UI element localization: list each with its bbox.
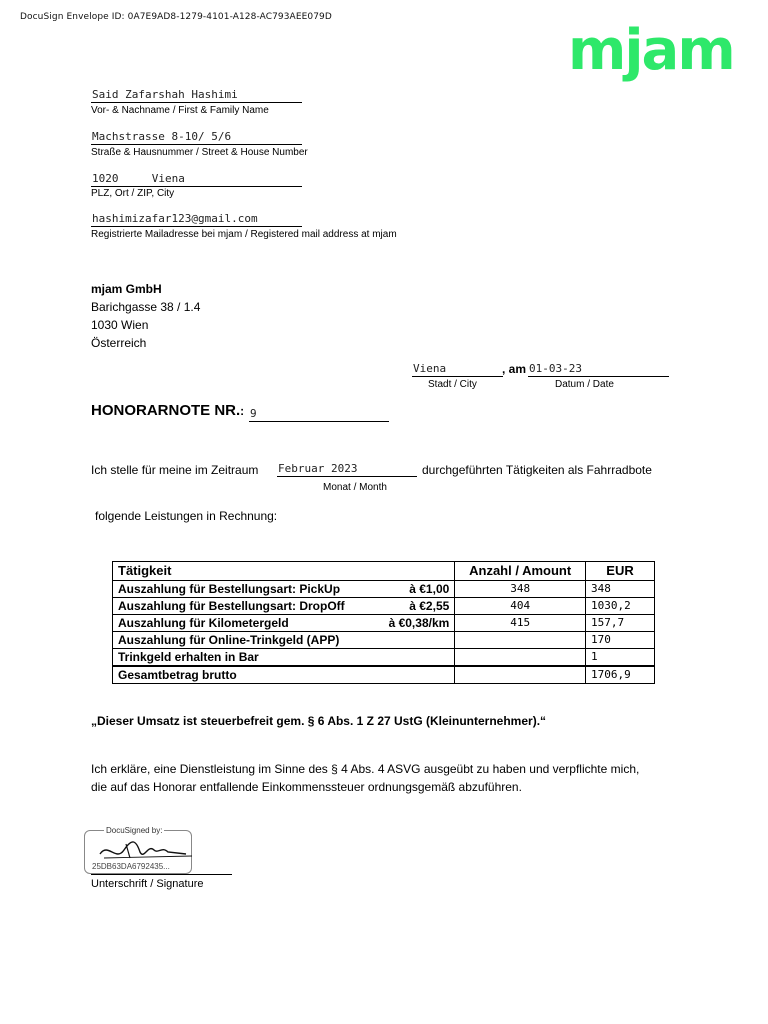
period-field bbox=[277, 462, 417, 477]
period-text-before: Ich stelle für meine im Zeitraum bbox=[91, 463, 259, 477]
row-desc-text: Auszahlung für Online-Trinkgeld (APP) bbox=[118, 633, 340, 647]
date-caption: Datum / Date bbox=[555, 379, 614, 390]
row-desc bbox=[113, 632, 455, 649]
place-field bbox=[412, 362, 503, 377]
date-field bbox=[528, 362, 669, 377]
sender-street-caption: Straße & Hausnummer / Street & House Number bbox=[91, 147, 308, 158]
am-label: , am bbox=[502, 362, 527, 376]
table-row bbox=[113, 598, 655, 615]
table-total-row bbox=[113, 666, 655, 684]
table-row bbox=[113, 632, 655, 649]
row-eur: 1030,2 bbox=[586, 598, 655, 615]
row-eur: 157,7 bbox=[586, 615, 655, 632]
row-desc-text: Auszahlung für Bestellungsart: PickUp bbox=[118, 582, 341, 596]
sender-city-field bbox=[91, 172, 302, 187]
invoice-title-colon: : bbox=[240, 404, 245, 418]
handwritten-signature bbox=[96, 836, 196, 864]
row-eur: 1 bbox=[586, 649, 655, 667]
sender-email-value: hashimizafar123@gmail.com bbox=[91, 212, 302, 227]
row-amount bbox=[455, 649, 586, 667]
period-line2: folgende Leistungen in Rechnung: bbox=[95, 509, 278, 523]
row-desc-text: Trinkgeld erhalten in Bar bbox=[118, 650, 259, 664]
sender-city: Viena bbox=[151, 172, 185, 185]
signature-line bbox=[91, 874, 232, 875]
row-desc bbox=[113, 581, 455, 598]
sender-name-caption: Vor- & Nachname / First & Family Name bbox=[91, 105, 269, 116]
sender-street-field bbox=[91, 130, 302, 145]
invoice-title bbox=[91, 402, 244, 419]
recipient-street: Barichgasse 38 / 1.4 bbox=[91, 300, 201, 314]
row-desc bbox=[113, 598, 455, 615]
total-amount bbox=[455, 666, 586, 684]
row-amount bbox=[455, 632, 586, 649]
table-row bbox=[113, 581, 655, 598]
row-amount: 404 bbox=[455, 598, 586, 615]
services-table bbox=[112, 561, 655, 684]
recipient-country: Österreich bbox=[91, 336, 147, 350]
row-rate: à €1,00 bbox=[409, 582, 450, 596]
docusigned-by-label: DocuSigned by: bbox=[106, 826, 163, 835]
sender-zip: 1020 bbox=[92, 172, 119, 185]
row-amount: 415 bbox=[455, 615, 586, 632]
row-rate: à €2,55 bbox=[409, 599, 450, 613]
docusign-envelope-id: DocuSign Envelope ID: 0A7E9AD8-1279-4101-A128-AC793AEE079D bbox=[20, 12, 332, 22]
invoice-number: 9 bbox=[249, 407, 389, 422]
mjam-logo: mjam bbox=[568, 18, 734, 83]
place-caption: Stadt / City bbox=[428, 379, 477, 390]
header-eur: EUR bbox=[586, 562, 655, 581]
period-value: Februar 2023 bbox=[277, 462, 417, 477]
row-desc bbox=[113, 649, 455, 667]
header-amount: Anzahl / Amount bbox=[455, 562, 586, 581]
invoice-number-field bbox=[249, 407, 389, 422]
header-activity: Tätigkeit bbox=[113, 562, 455, 581]
declaration-line-2: die auf das Honorar entfallende Einkommenssteuer ordnungsgemäß abzuführen. bbox=[91, 780, 522, 794]
invoice-title-text: HONORARNOTE NR. bbox=[91, 402, 241, 419]
sender-city-caption: PLZ, Ort / ZIP, City bbox=[91, 188, 175, 199]
row-desc bbox=[113, 615, 455, 632]
table-row bbox=[113, 615, 655, 632]
tax-note: „Dieser Umsatz ist steuerbefreit gem. § 6 Abs. 1 Z 27 UstG (Kleinunternehmer).“ bbox=[91, 714, 547, 728]
recipient-company: mjam GmbH bbox=[91, 282, 162, 296]
sender-email-caption: Registrierte Mailadresse bei mjam / Registered mail address at mjam bbox=[91, 229, 397, 240]
row-desc-text: Auszahlung für Kilometergeld bbox=[118, 616, 289, 630]
signer-id: 25DB63DA6792435... bbox=[92, 862, 170, 871]
total-eur: 1706,9 bbox=[586, 666, 655, 684]
period-text-after: durchgeführten Tätigkeiten als Fahrradbote bbox=[422, 463, 652, 477]
table-row bbox=[113, 649, 655, 667]
sender-street-value: Machstrasse 8-10/ 5/6 bbox=[91, 130, 302, 145]
row-desc-text: Auszahlung für Bestellungsart: DropOff bbox=[118, 599, 345, 613]
total-desc: Gesamtbetrag brutto bbox=[113, 666, 455, 684]
row-rate: à €0,38/km bbox=[388, 616, 450, 630]
sender-city-line bbox=[91, 172, 302, 187]
sender-name-value: Said Zafarshah Hashimi bbox=[91, 88, 302, 103]
recipient-city: 1030 Wien bbox=[91, 318, 149, 332]
table-header-row bbox=[113, 562, 655, 581]
sender-name-field bbox=[91, 88, 302, 103]
row-eur: 348 bbox=[586, 581, 655, 598]
date-value: 01-03-23 bbox=[528, 362, 669, 377]
period-caption: Monat / Month bbox=[323, 482, 387, 493]
recipient-address bbox=[91, 280, 200, 352]
signature-caption: Unterschrift / Signature bbox=[91, 878, 204, 890]
sender-email-field bbox=[91, 212, 302, 227]
declaration bbox=[91, 760, 711, 796]
row-eur: 170 bbox=[586, 632, 655, 649]
row-amount: 348 bbox=[455, 581, 586, 598]
declaration-line-1: Ich erkläre, eine Dienstleistung im Sinne des § 4 Abs. 4 ASVG ausgeübt zu haben und verpflichte mich, bbox=[91, 762, 640, 776]
place-value: Viena bbox=[412, 362, 503, 377]
